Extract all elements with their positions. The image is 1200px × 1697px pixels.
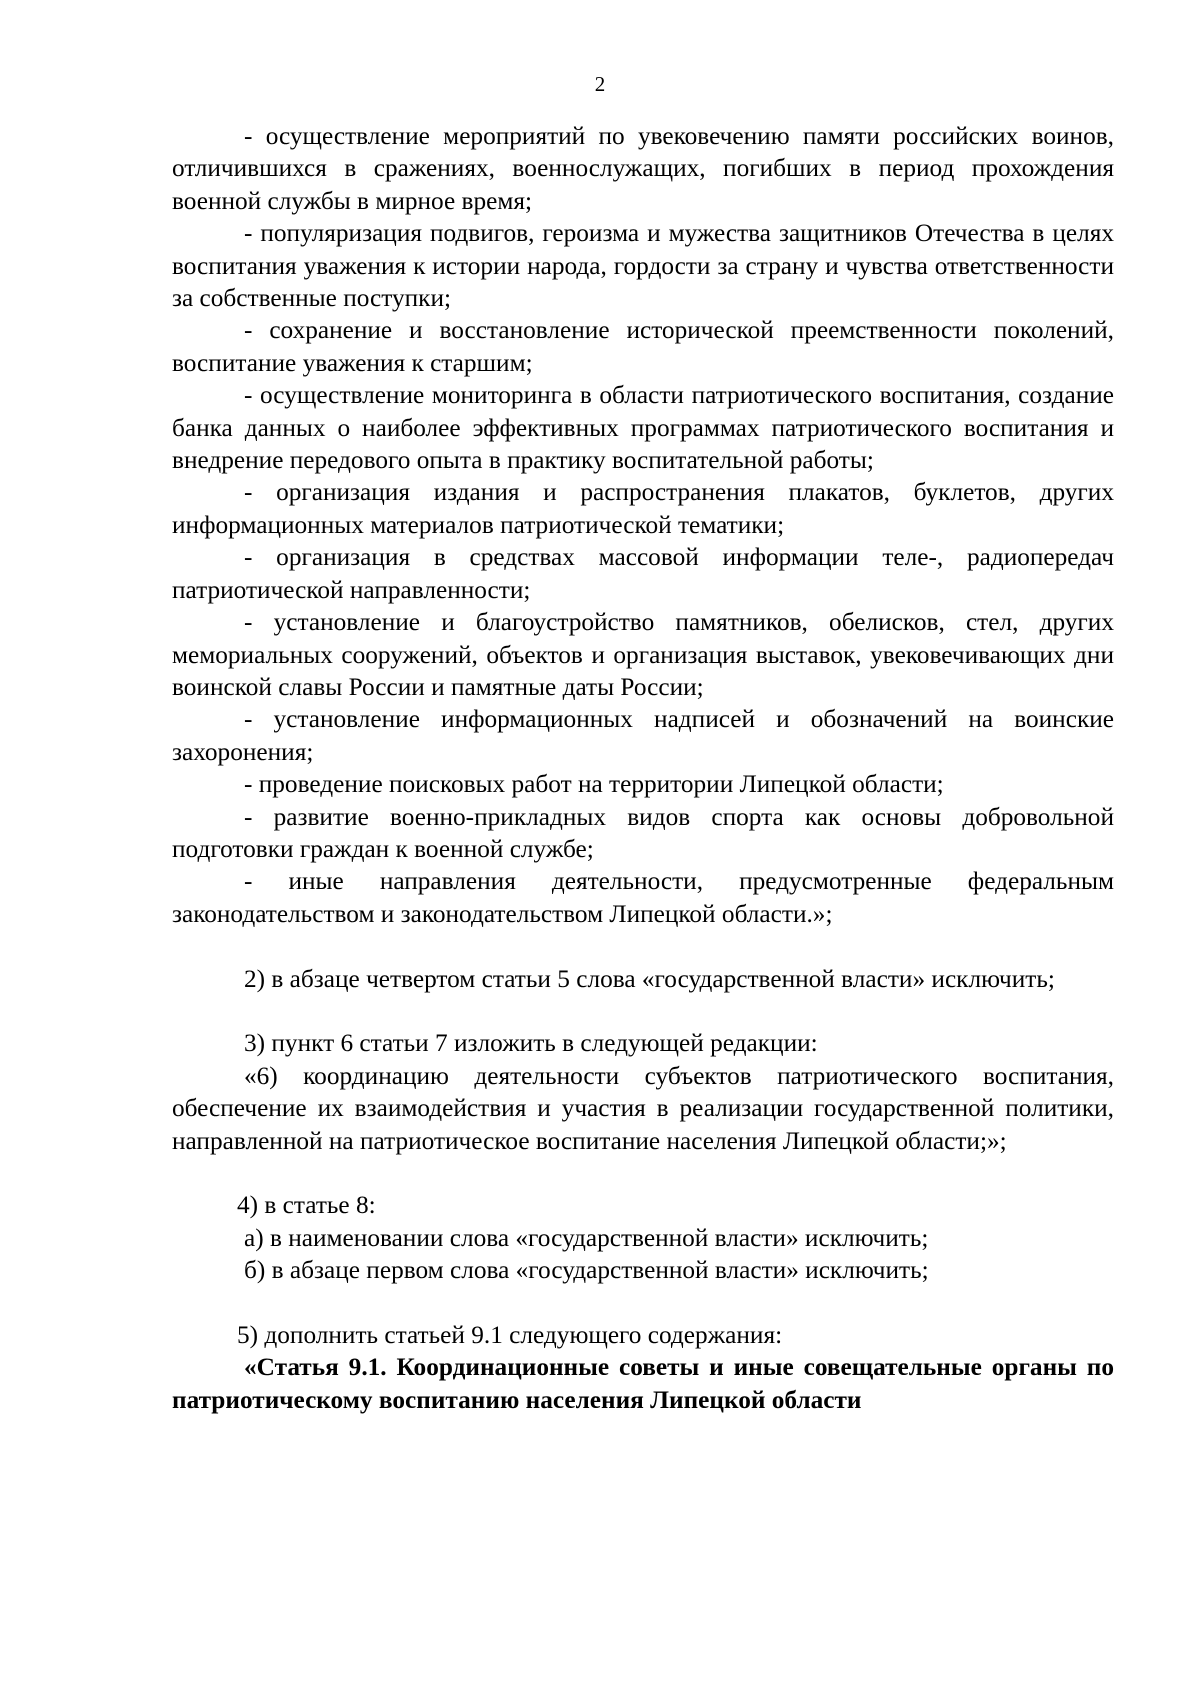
amendment-4: 4) в статье 8: — [237, 1191, 376, 1220]
paragraph-sports: - развитие военно-прикладных видов спорта как основы добровольной подготовки граждан к военной службе; — [172, 802, 1114, 863]
page-number: 2 — [594, 72, 606, 96]
article-9-1-heading: «Статья 9.1. Координационные советы и иные совещательные органы по патриотическому воспитанию населения Липецкой области — [172, 1353, 1114, 1414]
paragraph-commemoration: - осуществление мероприятий по увековечению памяти российских воинов, отличившихся в сражениях, военнослужащих, погибших в период прохождения военной службы в мирное время; — [172, 122, 1114, 215]
amendment-3-text: «6) координацию деятельности субъектов патриотического воспитания, обеспечение их взаимодействия и участия в реализации государственной политики, направленной на патриотическое воспитание населения Липецкой области;»; — [172, 1061, 1114, 1155]
paragraph-media: - организация в средствах массовой информации теле-, радиопередач патриотической направленности; — [172, 543, 1114, 604]
paragraph-other-directions: - иные направления деятельности, предусмотренные федеральным законодательством и законодательством Липецкой области.»; — [172, 867, 1114, 928]
paragraph-search-works: - проведение поисковых работ на территории Липецкой области; — [244, 770, 944, 799]
paragraph-popularization: - популяризация подвигов, героизма и мужества защитников Отечества в целях воспитания уважения к истории народа, гордости за страну и чувства ответственности за собственные поступки; — [172, 219, 1114, 313]
amendment-5: 5) дополнить статьей 9.1 следующего содержания: — [237, 1320, 783, 1349]
paragraph-publishing: - организация издания и распространения плакатов, буклетов, других информационных материалов патриотической тематики; — [172, 478, 1114, 539]
amendment-3: 3) пункт 6 статьи 7 изложить в следующей редакции: — [244, 1029, 818, 1058]
paragraph-monitoring: - осуществление мониторинга в области патриотического воспитания, создание банка данных о наиболее эффективных программах патриотического воспитания и внедрение передового опыта в практику воспитательной работы; — [172, 381, 1114, 475]
amendment-4-a: а) в наименовании слова «государственной власти» исключить; — [244, 1223, 929, 1252]
paragraph-continuity: - сохранение и восстановление исторической преемственности поколений, воспитание уважения к старшим; — [172, 316, 1114, 377]
amendment-4-b: б) в абзаце первом слова «государственной власти» исключить; — [244, 1256, 929, 1285]
paragraph-monuments: - установление и благоустройство памятников, обелисков, стел, других мемориальных сооружений, объектов и организация выставок, увековечивающих дни воинской славы России и памятные даты России; — [172, 608, 1114, 701]
amendment-2: 2) в абзаце четвертом статьи 5 слова «государственной власти» исключить; — [244, 964, 1055, 993]
paragraph-inscriptions: - установление информационных надписей и обозначений на воинские захоронения; — [172, 705, 1114, 766]
document-body — [172, 120, 1114, 1416]
